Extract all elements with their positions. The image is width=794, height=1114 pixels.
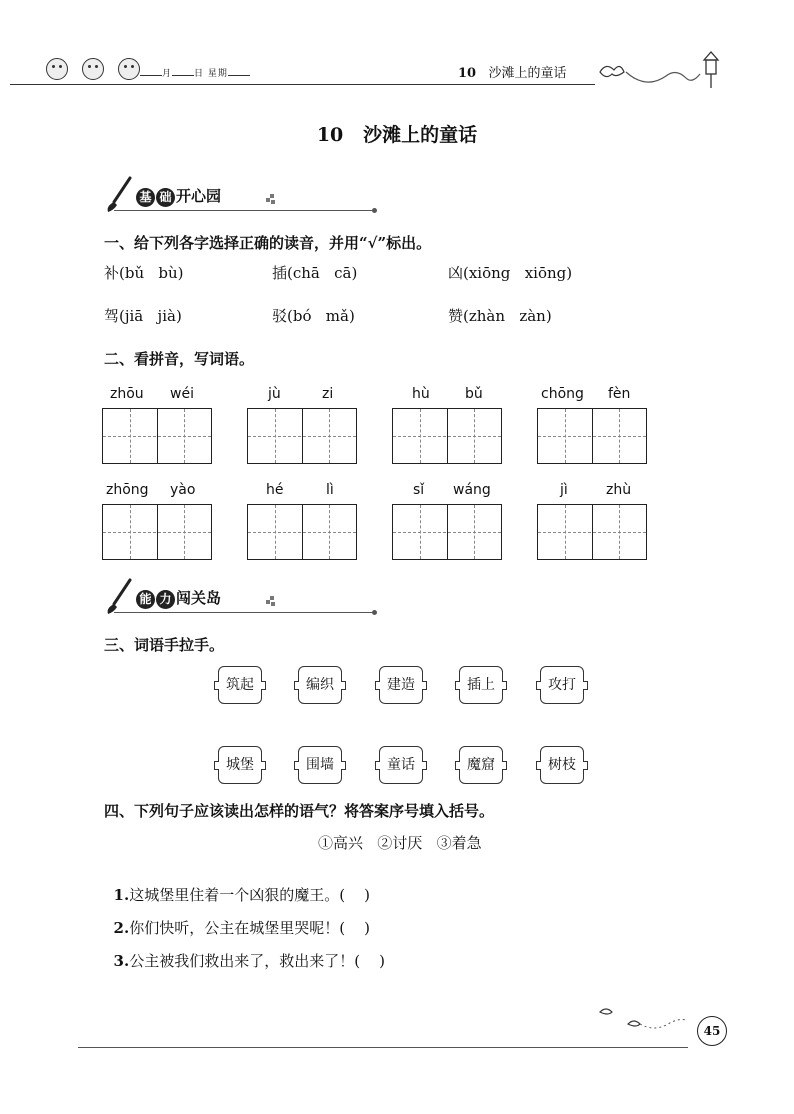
- pinyin-label: hù: [412, 386, 430, 402]
- pinyin-label: fèn: [608, 386, 631, 402]
- header-lesson: 10 沙滩上的童话: [458, 66, 567, 81]
- section-banner-ability: 能 力 闯关岛: [102, 580, 382, 620]
- writing-grid[interactable]: [537, 504, 647, 560]
- header-rule: [10, 84, 595, 85]
- word-card-top[interactable]: 插上: [459, 666, 503, 704]
- pinyin-label: chōng: [541, 386, 584, 402]
- pinyin-label: zhōu: [110, 386, 144, 402]
- page-title: 10 沙滩上的童话: [316, 124, 478, 146]
- word-card-top[interactable]: 建造: [379, 666, 423, 704]
- sentence-item[interactable]: 3.公主被我们救出来了，救出来了！( ): [113, 952, 385, 970]
- word-card-bottom[interactable]: 童话: [379, 746, 423, 784]
- sentence-item[interactable]: 2.你们快听，公主在城堡里哭呢！( ): [113, 919, 370, 937]
- writing-grid[interactable]: [392, 504, 502, 560]
- word-card-bottom[interactable]: 树枝: [540, 746, 584, 784]
- question-4-title: 四、下列句子应该读出怎样的语气？将答案序号填入括号。: [104, 802, 495, 820]
- pinyin-label: zhù: [606, 482, 632, 498]
- answer-options: ①高兴 ②讨厌 ③着急: [318, 834, 482, 852]
- pinyin-label: hé: [266, 482, 284, 498]
- pinyin-label: jì: [560, 482, 568, 498]
- pinyin-label: lì: [326, 482, 334, 498]
- question-1-title: 一、给下列各字选择正确的读音，并用“√”标出。: [104, 234, 432, 252]
- page-number: 45: [697, 1016, 727, 1046]
- brush-icon: [104, 176, 134, 212]
- question-2-title: 二、看拼音，写词语。: [104, 350, 255, 368]
- date-line: 月 日 星期: [140, 66, 250, 79]
- sad-face-icon: [118, 58, 140, 80]
- pinyin-label: sǐ: [413, 482, 425, 498]
- section-banner-basics: 基 础 开心园: [102, 178, 382, 218]
- pronunciation-item[interactable]: 补(bǔ bù): [104, 264, 184, 282]
- word-card-bottom[interactable]: 围墙: [298, 746, 342, 784]
- footer-rule: [78, 1047, 688, 1048]
- birds-decoration-icon: [594, 1000, 698, 1036]
- pinyin-label: bǔ: [465, 386, 483, 402]
- word-card-bottom[interactable]: 城堡: [218, 746, 262, 784]
- writing-grid[interactable]: [102, 504, 212, 560]
- butterfly-lamp-decoration-icon: [596, 46, 726, 90]
- pinyin-label: yào: [170, 482, 196, 498]
- pronunciation-item[interactable]: 驳(bó mǎ): [272, 307, 355, 325]
- word-card-bottom[interactable]: 魔窟: [459, 746, 503, 784]
- word-card-top[interactable]: 筑起: [218, 666, 262, 704]
- writing-grid[interactable]: [537, 408, 647, 464]
- writing-grid[interactable]: [247, 504, 357, 560]
- pronunciation-item[interactable]: 插(chā cā): [272, 264, 358, 282]
- pinyin-label: wáng: [453, 482, 491, 498]
- banner-rule: [114, 612, 372, 613]
- pinyin-label: zi: [322, 386, 334, 402]
- pinyin-label: zhōng: [106, 482, 149, 498]
- pinyin-label: wéi: [170, 386, 194, 402]
- smiley-face-icon: [46, 58, 68, 80]
- writing-grid[interactable]: [102, 408, 212, 464]
- brush-icon: [104, 578, 134, 614]
- pronunciation-item[interactable]: 赞(zhàn zàn): [448, 307, 552, 325]
- writing-grid[interactable]: [247, 408, 357, 464]
- neutral-face-icon: [82, 58, 104, 80]
- question-3-title: 三、词语手拉手。: [104, 636, 225, 654]
- writing-grid[interactable]: [392, 408, 502, 464]
- pronunciation-item[interactable]: 凶(xiōng xiōng): [448, 264, 573, 282]
- pinyin-label: jù: [268, 386, 281, 402]
- banner-rule: [114, 210, 372, 211]
- pronunciation-item[interactable]: 驾(jiā jià): [104, 307, 182, 325]
- sentence-item[interactable]: 1.这城堡里住着一个凶狠的魔王。( ): [113, 886, 370, 904]
- word-card-top[interactable]: 攻打: [540, 666, 584, 704]
- word-card-top[interactable]: 编织: [298, 666, 342, 704]
